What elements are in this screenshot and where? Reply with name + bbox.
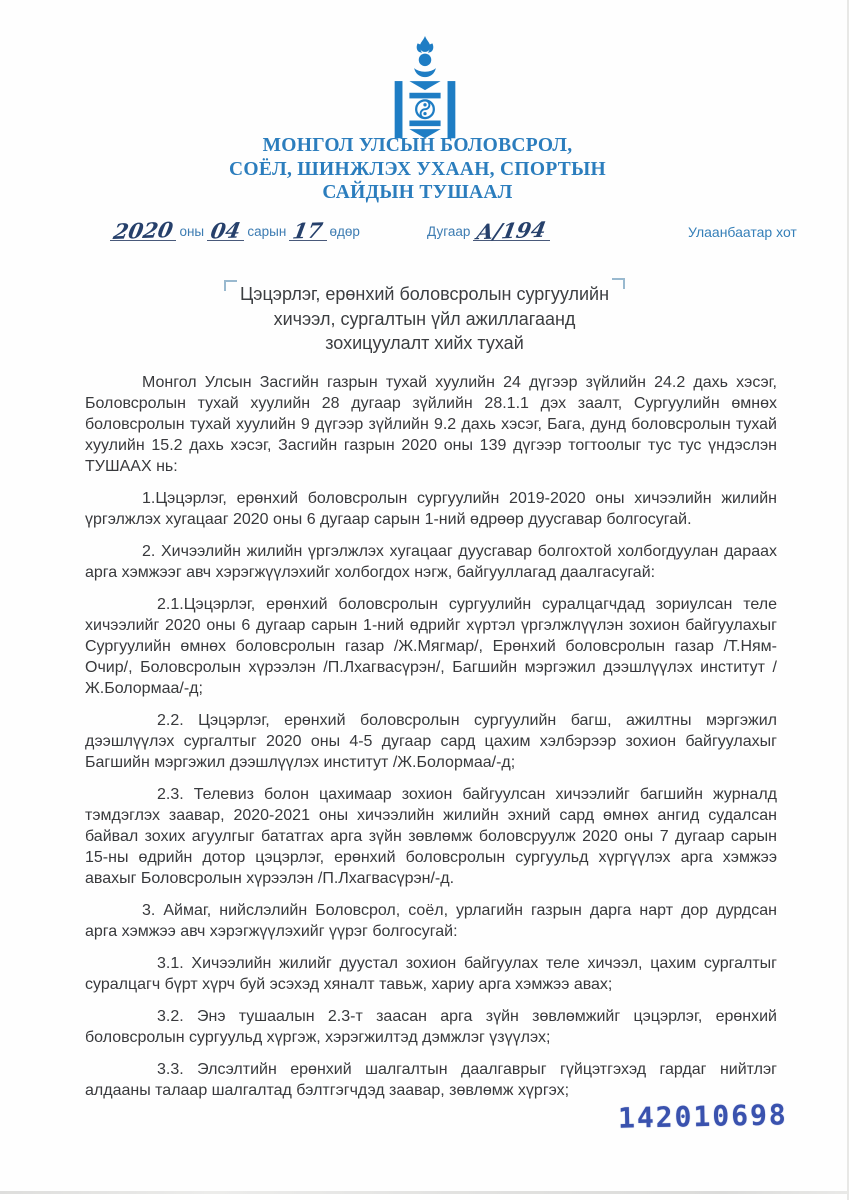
- decree-title-line: хичээл, сургалтын үйл ажиллагаанд: [273, 308, 576, 329]
- day-label: өдөр: [329, 224, 360, 239]
- year-label: оны: [179, 224, 205, 239]
- clause-3: 3. Аймаг, нийслэлийн Боловсрол, соёл, урлагийн газрын дарга нарт дор дурдсан арга хэмжээ авч хэрэгжүүлэхийг үүрэг болгосугай:: [85, 902, 777, 940]
- month-label: сарын: [247, 224, 287, 239]
- title-corner-mark-left: [224, 280, 237, 291]
- day-handwritten-value: 17: [291, 217, 325, 244]
- date-fields: [110, 216, 363, 245]
- dateline: [0, 212, 849, 254]
- decree-title-wrap: [0, 282, 849, 356]
- clause-3-1: 3.1. Хичээлийн жилийг дуустал зохион байгуулах теле хичээл, цахим сургалтыг суралцагч бүрт хүрч буй эсэхэд хяналт тавьж, хариу арга хэмжээ авах;: [85, 955, 777, 993]
- number-label: Дугаар: [427, 224, 471, 239]
- ministry-heading-line: СОЁЛ, ШИНЖЛЭХ УХААН, СПОРТЫН: [228, 158, 607, 180]
- clause-2-1: 2.1.Цэцэрлэг, ерөнхий боловсролын сургуулийн суралцагчдад зориулсан теле хичээлийг 2020 оны 6 дугаар сарын 1-ний өдрийг хүртэл үргэлжлүүлэн зохион байгуулахыг Сургуулийн өмнөх боловсролын газар /Ж.Мягмар/, Ерөнхий боловсролын газар /Т.Ням-Очир/, Боловсролын хүрээлэн /П.Лхагвасүрэн/, Багшийн мэргэжил дээшлүүлэх институт /Ж.Болормаа/-д;: [85, 596, 777, 697]
- clause-1: 1.Цэцэрлэг, ерөнхий боловсролын сургуулийн 2019-2020 оны хичээлийн жилийн үргэлжлэх хугацааг 2020 оны 6 дугаар сарын 1-ний өдрөөр дуусгавар болгосугай.: [85, 490, 777, 528]
- scan-edge-bottom: [0, 1191, 849, 1194]
- decree-body: [85, 372, 777, 1112]
- title-corner-mark-right: [612, 278, 625, 289]
- soyombo-emblem-icon: [0, 36, 849, 145]
- preamble-paragraph: Монгол Улсын Засгийн газрын тухай хуулийн 24 дүгээр зүйлийн 24.2 дахь хэсэг, Боловсролын тухай хуулийн 28 дугаар зүйлийн 28.1.1 дэх заалт, Сургуулийн өмнөх боловсролын тухай хуулийн 9 дүгээр зүйлийн 9.2 дахь хэсэг, Бага, дунд боловсролын тухай хуулийн 15.2 дахь хэсэг, Засгийн газрын 2020 оны 139 дүгээр тогтоолыг тус тус үндэслэн ТУШААХ нь:: [85, 374, 777, 475]
- city-label: Улаанбаатар хот: [688, 224, 797, 240]
- ministry-heading-line: САЙДЫН ТУШААЛ: [322, 182, 513, 203]
- registration-stamp-number: 142010698: [617, 1098, 789, 1135]
- day-blank: [289, 217, 326, 244]
- decree-title: [240, 282, 609, 356]
- decree-title-line: зохицуулалт хийх тухай: [325, 333, 524, 353]
- year-handwritten-value: 2020: [111, 216, 175, 245]
- decree-number-field: [424, 216, 550, 245]
- year-blank: [110, 216, 176, 245]
- clause-2: 2. Хичээлийн жилийн үргэлжлэх хугацааг дуусгавар болгохтой холбогдуулан дараах арга хэмжээг авч хэрэгжүүлэхийг холбогдох нэгж, байгууллагад даалгасугай:: [85, 543, 777, 581]
- number-blank: [473, 216, 550, 245]
- number-handwritten-value: А/194: [474, 216, 549, 245]
- clause-2-3: 2.3. Телевиз болон цахимаар зохион байгуулсан хичээлийг багшийн журналд тэмдэглэх заавар, 2020-2021 оны хичээлийн жилийн эхний сард өмнөх ангид судалсан байвал зохих агуулгыг бататгах арга зүйн зөвлөмж боловсруулж 2020 оны 7 дугаар сарын 15-ны өдрийн дотор цэцэрлэг, ерөнхий боловсролын сургуульд хүргүүлэх арга хэмжээ авахыг Боловсролын хүрээлэн /П.Лхагвасүрэн/-д.: [85, 786, 777, 887]
- ministry-heading: [0, 134, 835, 205]
- decree-title-line: Цэцэрлэг, ерөнхий боловсролын сургуулийн: [239, 284, 610, 304]
- clause-3-3: 3.3. Элсэлтийн ерөнхий шалгалтын даалгаврыг гүйцэтгэхэд гардаг нийтлэг алдааны талаар шалгалтад бэлтгэгчдэд заавар, зөвлөмж хүргэх;: [85, 1061, 777, 1099]
- month-blank: [207, 217, 244, 244]
- clause-2-2: 2.2. Цэцэрлэг, ерөнхий боловсролын сургуулийн багш, ажилтны мэргэжил дээшлүүлэх сургалтыг 2020 оны 4-5 дугаар сард цахим хэлбэрээр зохион байгуулахыг Багшийн мэргэжил дээшлүүлэх институт /Ж.Болормаа/-д;: [85, 712, 777, 771]
- clause-3-2: 3.2. Энэ тушаалын 2.3-т заасан арга зүйн зөвлөмжийг цэцэрлэг, ерөнхий боловсролын сургуульд хүргэж, хэрэгжилтэд дэмжлэг үзүүлэх;: [85, 1008, 777, 1046]
- month-handwritten-value: 04: [208, 217, 243, 244]
- ministry-heading-line: МОНГОЛ УЛСЫН БОЛОВСРОЛ,: [262, 135, 573, 156]
